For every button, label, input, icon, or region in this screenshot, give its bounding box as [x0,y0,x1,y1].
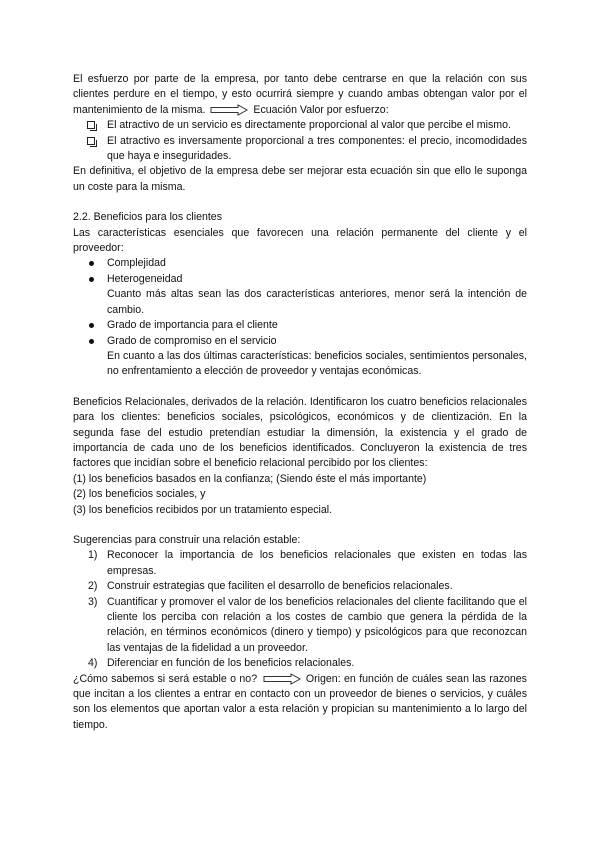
list-item: El atractivo de un servicio es directamente proporcional al valor que percibe el mismo. [73,118,527,133]
intro-paragraph [73,72,527,118]
section-intro: Las características esenciales que favorecen una relación permanente del cliente y el proveedor: [73,226,527,255]
equation-label: Ecuación Valor por esfuerzo: [253,103,389,116]
suggestions-heading: Sugerencias para construir una relación estable: [73,533,301,546]
list-item: Grado de compromiso en el servicio En cuanto a las dos últimas características: beneficios sociales, sentimientos personales, no enfrentamiento a elección de proveedor y ventajas económicas. [73,334,527,380]
bullet-icon [89,261,94,266]
bullet-icon [89,339,94,344]
relational-line-2: (2) los beneficios sociales, y [73,488,206,501]
right-arrow-icon [210,104,248,116]
list-item: Heterogeneidad Cuanto más altas sean las dos características anteriores, menor será la intención de cambio. [73,272,527,318]
checkbox-square-icon [87,137,95,145]
checkbox-square-icon [87,121,95,129]
section-heading: 2.2. Beneficios para los clientes [73,211,222,224]
list-item: 1) Reconocer la importancia de los beneficios relacionales que existen en todas las empresas. [88,549,527,577]
list-item: Grado de importancia para el cliente [73,318,527,333]
suggestions-list [73,548,527,671]
document-page [73,72,527,733]
list-item: 2) Construir estrategias que faciliten el desarrollo de beneficios relacionales. [88,580,453,593]
list-item: Complejidad [73,256,527,271]
stability-answer: Origen: en función de cuáles sean las razones que incitan a los clientes a entrar en contacto con un proveedor de bienes o servicios, y cuáles son los elementos que aportan valor a esta relación y propician su mantenimiento a lo largo del tiempo. [73,672,527,731]
relational-paragraph: Beneficios Relacionales, derivados de la relación. Identificaron los cuatro beneficios relacionales para los clientes: beneficios sociales, psicológicos, económicos y de clientización. En la segunda fase del estudio pretendían estudiar la dimensión, la existencia y el grado de importancia de cada uno de los beneficios identificados. Concluyeron la existencia de tres factores que incidían sobre el beneficio relacional percibido por los clientes: [73,395,527,470]
value-bullet-list [73,118,527,164]
right-arrow-icon [263,673,301,685]
bullet-icon [89,323,94,328]
bullet-icon [89,277,94,282]
stability-question: ¿Cómo sabemos si será estable o no? [73,672,258,685]
characteristics-list [73,256,527,379]
conclusion-paragraph: En definitiva, el objetivo de la empresa debe ser mejorar esta ecuación sin que ello le suponga un coste para la misma. [73,165,527,193]
relational-line-3: (3) los beneficios recibidos por un tratamiento especial. [73,503,333,516]
list-item: 3) Cuantificar y promover el valor de los beneficios relacionales del cliente facilitando que el cliente los perciba con relación a los costes de cambio que genera la pérdida de la relación, en términos económicos (dinero y tiempo) y psicológicos para que reconozcan las ventajas de la fidelidad a un proveedor. [88,595,527,654]
relational-line-1: (1) los beneficios basados en la confianza; (Siendo éste el más importante) [73,472,427,485]
intro-text: El esfuerzo por parte de la empresa, por tanto debe centrarse en que la relación con sus clientes perdure en el tiempo, y esto ocurrirá siempre y cuando ambas obtengan valor por el mantenimiento de la misma. [73,73,527,116]
stability-paragraph [73,672,527,734]
list-item: 4) Diferenciar en función de los beneficios relacionales. [88,657,355,670]
list-item: El atractivo es inversamente proporcional a tres componentes: el precio, incomodidades que haya e inseguridades. [73,134,527,165]
